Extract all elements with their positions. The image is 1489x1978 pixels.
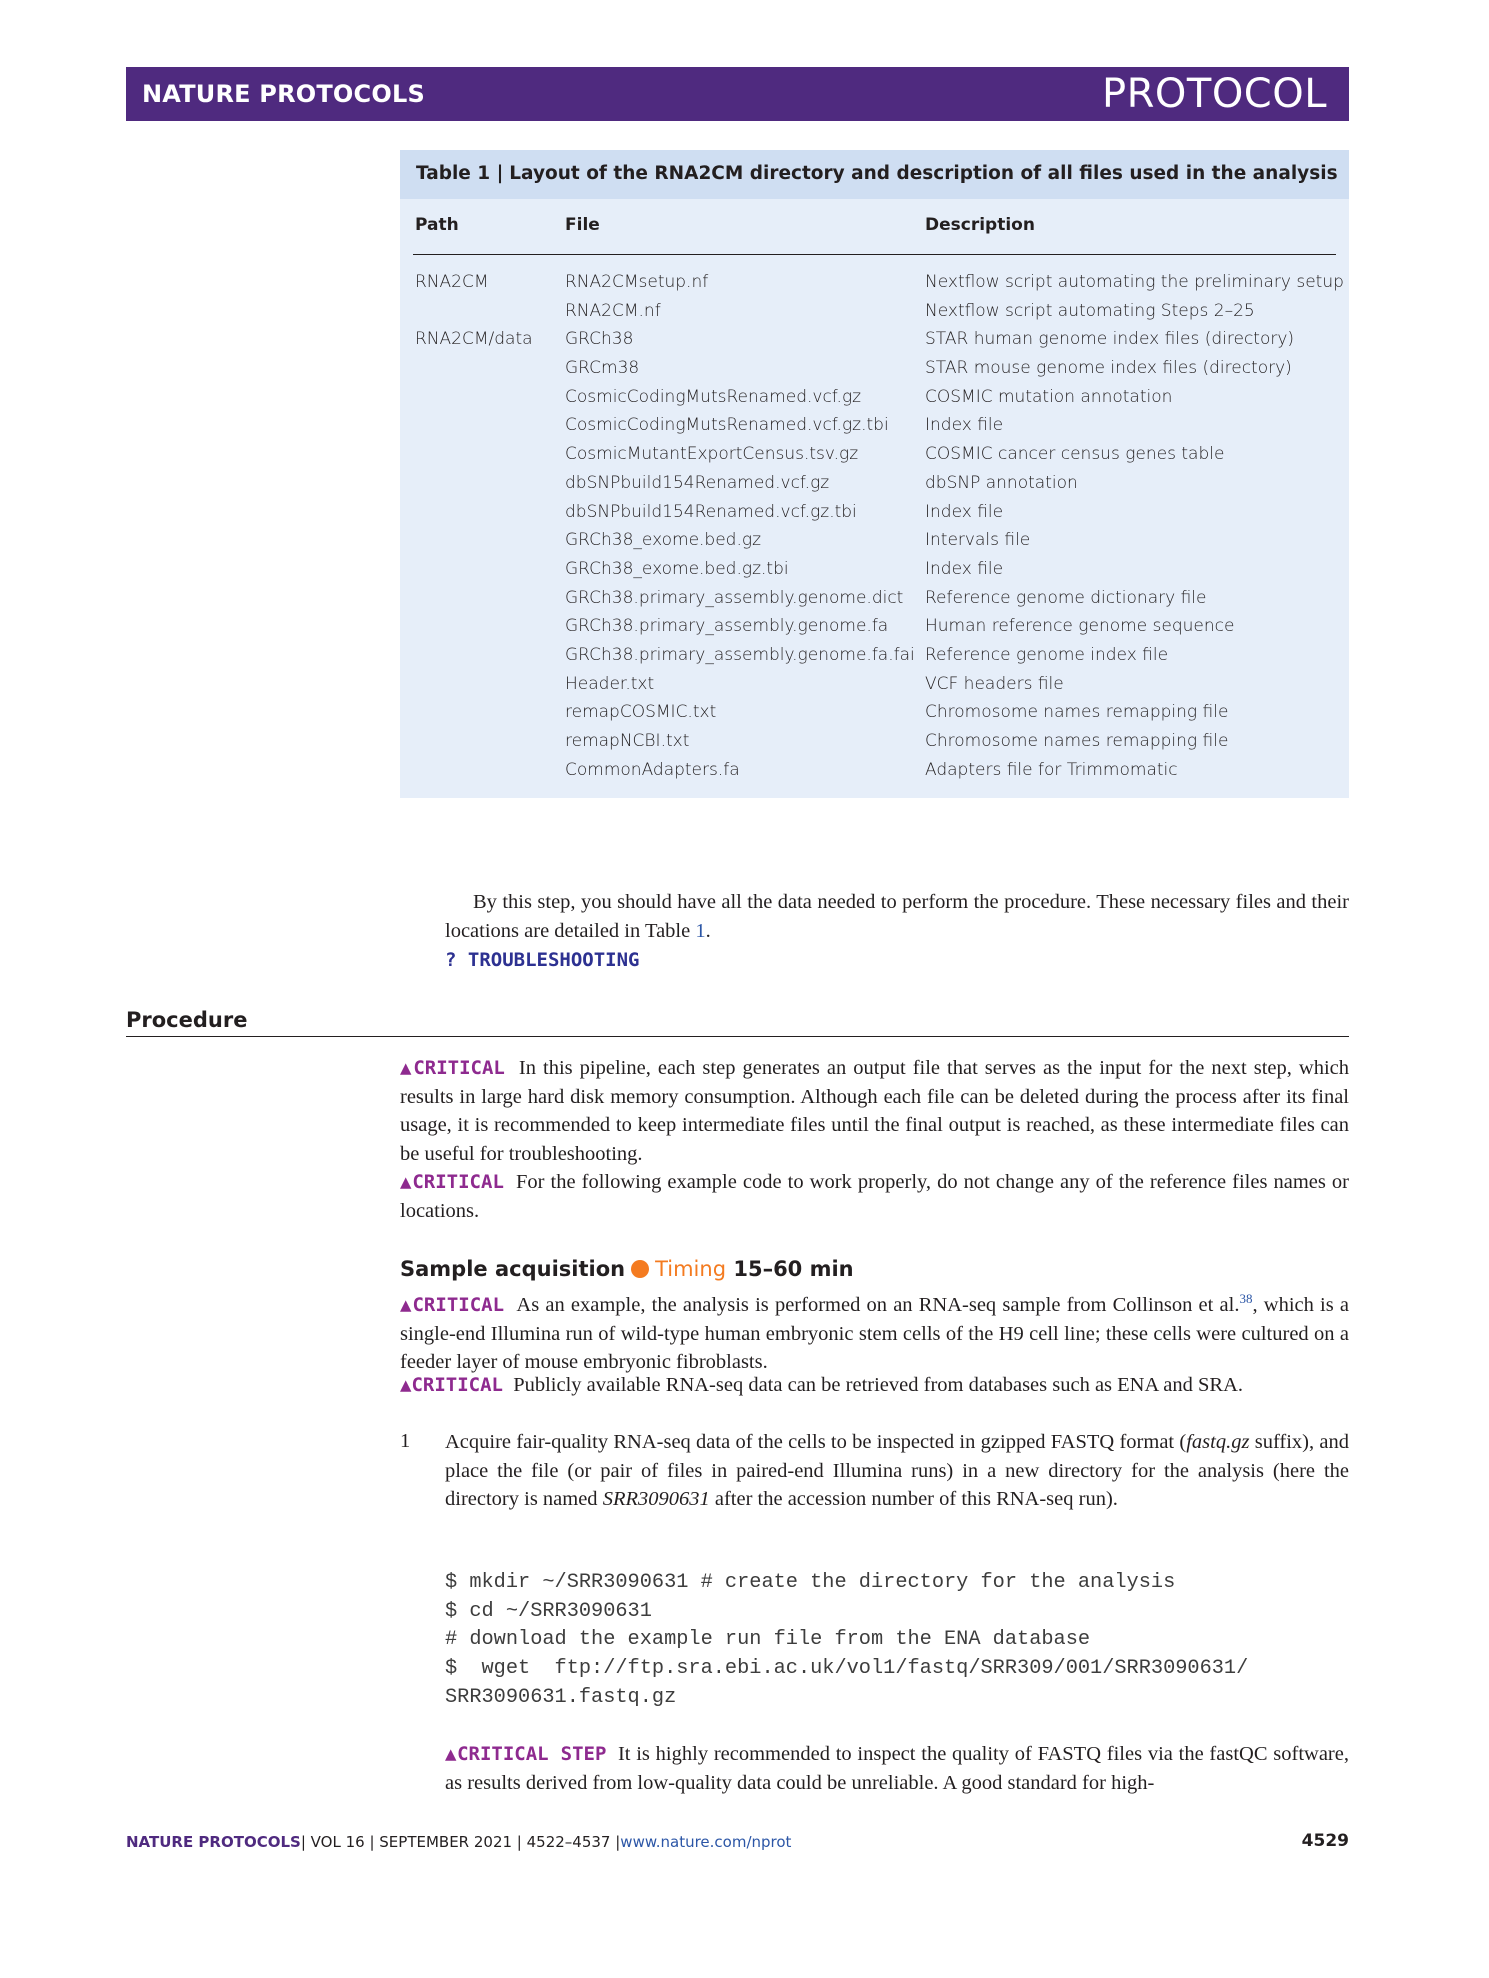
table-cell-file: CommonAdapters.fa <box>565 759 740 780</box>
fastq-suffix: fastq.gz <box>1186 1431 1250 1453</box>
table-cell-description: Human reference genome sequence <box>925 616 1235 637</box>
critical-note-3 <box>400 1285 1349 1377</box>
intro-text: By this step, you should have all the data needed to perform the procedure. These necessary files and their locations are detailed in Table <box>445 891 1349 942</box>
journal-name: NATURE PROTOCOLS <box>142 80 425 108</box>
table-cell-file: GRCh38 <box>565 329 634 350</box>
procedure-rule <box>126 1036 1349 1037</box>
table-cell-description: COSMIC mutation annotation <box>925 386 1173 407</box>
table-cell-file: remapCOSMIC.txt <box>565 702 717 723</box>
table-row <box>0 470 1489 499</box>
critical-step-note <box>445 1740 1349 1797</box>
table-cell-file: RNA2CMsetup.nf <box>565 272 709 292</box>
table-cell-description: Index file <box>925 558 1004 579</box>
code-line: SRR3090631.fastq.gz <box>445 1686 677 1709</box>
intro-text-end: . <box>705 919 711 942</box>
page-number: 4529 <box>1301 1831 1349 1851</box>
table-row <box>0 699 1489 728</box>
table-row <box>0 556 1489 585</box>
intro-paragraph <box>445 888 1349 945</box>
critical-label: ▲CRITICAL <box>400 1171 504 1193</box>
footer-journal: NATURE PROTOCOLS <box>126 1833 301 1851</box>
critical-label: ▲CRITICAL <box>400 1374 503 1396</box>
table-cell-description: Chromosome names remapping file <box>925 702 1229 723</box>
table-row <box>0 585 1489 614</box>
table-cell-description: Reference genome index file <box>925 644 1169 665</box>
column-header-file: File <box>565 215 600 235</box>
table-row <box>0 728 1489 757</box>
table-cell-description: Adapters file for Trimmomatic <box>925 759 1178 780</box>
table-row <box>0 613 1489 642</box>
sample-acquisition-heading <box>400 1257 854 1281</box>
table-cell-path: RNA2CM <box>415 272 489 292</box>
critical-note-3-text-end: , which is a single-end Illumina run of wild-type human embryonic stem cells of the H9 cell line; these cells were cultured on a feeder layer of mouse embryonic fibroblasts. <box>400 1293 1350 1374</box>
table-caption-bar <box>400 150 1349 199</box>
sample-heading-text: Sample acquisition <box>400 1257 626 1281</box>
critical-label: ▲CRITICAL <box>400 1293 505 1316</box>
column-header-description: Description <box>925 215 1035 235</box>
code-line: # download the example run file from the ENA database <box>445 1628 1091 1651</box>
timing-value: 15–60 min <box>733 1257 854 1281</box>
table-row <box>0 269 1489 298</box>
critical-note-2-text: For the following example code to work properly, do not change any of the reference files names or locations. <box>400 1171 1350 1222</box>
critical-note-1 <box>400 1054 1349 1169</box>
table-cell-file: dbSNPbuild154Renamed.vcf.gz.tbi <box>565 501 857 522</box>
critical-note-3-text: As an example, the analysis is performed on an RNA-seq sample from Collinson et al. <box>516 1293 1240 1316</box>
procedure-heading: Procedure <box>126 1008 248 1032</box>
critical-label: ▲CRITICAL <box>400 1057 505 1079</box>
critical-note-4 <box>400 1371 1280 1400</box>
table-row <box>0 384 1489 413</box>
step-1-text <box>445 1428 1349 1514</box>
table-cell-file: Header.txt <box>565 673 655 694</box>
critical-step-label: ▲CRITICAL STEP <box>445 1743 607 1765</box>
table-row <box>0 757 1489 786</box>
table-cell-file: GRCm38 <box>565 358 640 379</box>
table-cell-file: GRCh38.primary_assembly.genome.fa <box>565 616 889 637</box>
table-header-rule <box>413 254 1336 255</box>
article-type: PROTOCOL <box>1101 71 1327 117</box>
table-row <box>0 642 1489 671</box>
table-caption-prefix: Table 1 | <box>416 163 504 184</box>
table-cell-file: GRCh38.primary_assembly.genome.fa.fai <box>565 644 915 665</box>
footer-volume: | VOL 16 | SEPTEMBER 2021 | 4522–4537 | <box>300 1833 621 1851</box>
table-cell-file: GRCh38_exome.bed.gz <box>565 530 762 551</box>
table-cell-description: STAR human genome index files (directory) <box>925 329 1295 350</box>
table-cell-path: RNA2CM/data <box>415 329 533 350</box>
footer-url[interactable]: www.nature.com/nprot <box>620 1833 792 1851</box>
table-cell-file: CosmicCodingMutsRenamed.vcf.gz <box>565 386 862 407</box>
step-1-text-a: Acquire fair-quality RNA-seq data of the cells to be inspected in gzipped FASTQ format ( <box>445 1431 1187 1453</box>
table-cell-file: dbSNPbuild154Renamed.vcf.gz <box>565 472 830 493</box>
column-header-path: Path <box>415 215 459 235</box>
code-line: $ wget ftp://ftp.sra.ebi.ac.uk/vol1/fastq/SRR309/001/SRR3090631/ <box>445 1657 1249 1680</box>
critical-note-1-text: In this pipeline, each step generates an output file that serves as the input for the next step, which results in large hard disk memory consumption. Although each file can be deleted during the process after its final usage, it is recommended to keep intermediate files until the final output is reached, as these intermediate files can be useful for troubleshooting. <box>400 1057 1350 1166</box>
critical-note-4-text: Publicly available RNA-seq data can be retrieved from databases such as ENA and SRA. <box>513 1374 1244 1396</box>
table-row <box>0 412 1489 441</box>
timing-label: Timing <box>655 1257 727 1281</box>
table-cell-file: CosmicCodingMutsRenamed.vcf.gz.tbi <box>565 415 889 436</box>
table-row <box>0 298 1489 327</box>
table-cell-description: dbSNP annotation <box>925 472 1078 493</box>
table-row <box>0 671 1489 700</box>
table-caption-title: Layout of the RNA2CM directory and description of all files used in the analysis <box>509 163 1338 184</box>
table-cell-description: Nextflow script automating the preliminary setup <box>925 272 1344 292</box>
table-ref-link[interactable]: 1 <box>695 919 706 942</box>
table-cell-file: GRCh38.primary_assembly.genome.dict <box>565 587 904 608</box>
directory-name: SRR3090631 <box>602 1488 710 1511</box>
table-cell-file: CosmicMutantExportCensus.tsv.gz <box>565 444 859 465</box>
table-cell-file: remapNCBI.txt <box>565 731 690 751</box>
code-line: $ mkdir ~/SRR3090631 # create the directory for the analysis <box>445 1571 1176 1594</box>
code-line: $ cd ~/SRR3090631 <box>445 1600 652 1623</box>
step-1-text-c: after the accession number of this RNA-seq run). <box>709 1488 1118 1511</box>
table-row <box>0 355 1489 384</box>
critical-note-2 <box>400 1168 1349 1225</box>
table-cell-description: Reference genome dictionary file <box>925 587 1207 608</box>
table-cell-file: GRCh38_exome.bed.gz.tbi <box>565 558 789 579</box>
step-1-text-b: suffix), and place the file (or pair of files in paired-end Illumina runs) in a new directory for the analysis (here the directory is named <box>445 1431 1349 1511</box>
citation-ref-38[interactable]: 38 <box>1239 1291 1253 1306</box>
table-row <box>0 527 1489 556</box>
critical-step-text: It is highly recommended to inspect the quality of FASTQ files via the fastQC software, as results derived from low-quality data could be unreliable. A good standard for high- <box>445 1743 1349 1794</box>
step-number: 1 <box>400 1430 411 1452</box>
journal-header-bar <box>126 67 1349 121</box>
table-cell-description: STAR mouse genome index files (directory) <box>925 358 1292 379</box>
table-row <box>0 499 1489 528</box>
table-cell-description: Index file <box>925 415 1004 436</box>
table-cell-file: RNA2CM.nf <box>565 300 661 321</box>
table-cell-description: VCF headers file <box>925 673 1064 694</box>
table-cell-description: Index file <box>925 501 1004 522</box>
table-row <box>0 441 1489 470</box>
table-caption <box>416 163 1338 184</box>
table-cell-description: Nextflow script automating Steps 2–25 <box>925 300 1255 321</box>
footer-citation <box>126 1833 791 1851</box>
timing-dot-icon <box>631 1260 649 1278</box>
table-cell-description: Chromosome names remapping file <box>925 731 1229 751</box>
table-body <box>0 269 1489 785</box>
table-cell-description: Intervals file <box>925 530 1031 551</box>
troubleshooting-link[interactable]: ? TROUBLESHOOTING <box>445 949 640 971</box>
table-row <box>0 326 1489 355</box>
table-cell-description: COSMIC cancer census genes table <box>925 444 1225 465</box>
